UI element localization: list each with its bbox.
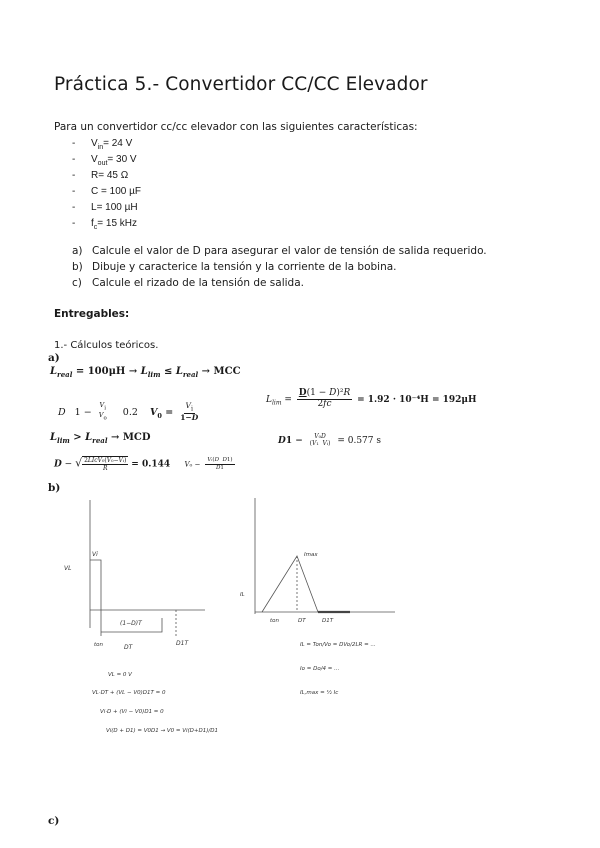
note-eq2-left: VL·DT + (VL − V0)D1T = 0 <box>92 690 166 696</box>
deliverables-heading: Entregables: <box>54 308 130 320</box>
math-line-d1: D1 − V₀D (V₁ Vᵢ) = 0.577 s <box>278 433 381 447</box>
math-line-llim: $L_{lim}$ = $\frac{\text{D(1 − D)²R}}{2fc}$ = 1.92 · 10⁻⁴H = 192μH <box>266 388 477 409</box>
note-vl: VL <box>64 565 72 572</box>
section-b-label: b) <box>48 482 61 494</box>
note-eq2-right: Io = Do/4 = ... <box>300 666 340 672</box>
math-line-lreal: $L_{real} = 100\mu H \to L_{lim} \le L_{real}$ → MCC <box>50 366 241 379</box>
spec-item: - R= 45 Ω <box>72 170 129 181</box>
note-dt-left: DT <box>124 644 133 651</box>
section-c-label: c) <box>48 815 60 827</box>
spec-item: - C = 100 µF <box>72 186 141 197</box>
intro-paragraph: Para un convertidor cc/cc elevador con las siguientes características: <box>54 121 418 133</box>
note-ton-right: ton <box>270 618 280 624</box>
note-eq3-left: Vi·D + (Vi − V0)D1 = 0 <box>100 709 164 715</box>
note-imax: Imax <box>304 552 318 558</box>
page-title: Práctica 5.- Convertidor CC/CC Elevador <box>54 74 428 95</box>
note-ton-left: ton <box>94 642 104 648</box>
spec-item: - $V_{in}= 24$ V <box>72 138 133 151</box>
calc-title: 1.- Cálculos teóricos. <box>54 340 159 351</box>
note-dt-right: DT <box>298 618 306 624</box>
math-line-d: D 1 − $V_i$ $V_o$ 0.2 $V_0$ = $\frac{V_i}{1-D}$ <box>58 401 199 423</box>
math-line-d-mcd: D − √ 2LIcV₀(V₀−Vᵢ) R = 0.144 V₀ − $\frac{\text{Vᵢ(D D1)}}{D1}$ <box>54 456 233 472</box>
math-line-mcd: $L_{lim} > L_{real}$ → MCD <box>50 432 151 445</box>
question-a: a) Calcule el valor de D para asegurar el valor de tensión de salida requerido. <box>72 245 487 257</box>
note-d1t-right: D1T <box>322 618 334 624</box>
note-dt-off: (1−D)T <box>120 620 142 627</box>
inductor-voltage-sketch <box>90 500 205 636</box>
note-eq3-right: IL,max = ½ Ic <box>300 690 339 696</box>
vl-waveform <box>90 560 101 610</box>
note-eq1-right: IL = Ton/Vo = DVo/2LR = ... <box>300 642 376 648</box>
question-c: c) Calcule el rizado de la tensión de salida. <box>72 277 304 289</box>
spec-item: - $f_c= 15$ kHz <box>72 218 138 231</box>
section-a-label: a) <box>48 352 60 364</box>
il-waveform <box>262 556 318 612</box>
spec-item: - $V_{out}= 30$ V <box>72 154 137 167</box>
note-eq1-left: VL = 0 V <box>108 672 132 678</box>
note-eq4-left: Vi(D + D1) = V0D1 → V0 = Vi(D+D1)/D1 <box>106 728 218 734</box>
question-b: b) Dibuje y caracterice la tensión y la corriente de la bobina. <box>72 261 397 273</box>
note-vi: Vi <box>92 551 98 558</box>
note-il: IL <box>240 592 245 598</box>
note-d1t-left: D1T <box>176 640 189 647</box>
spec-item: - L= 100 µH <box>72 202 138 213</box>
inductor-current-sketch <box>255 498 395 614</box>
